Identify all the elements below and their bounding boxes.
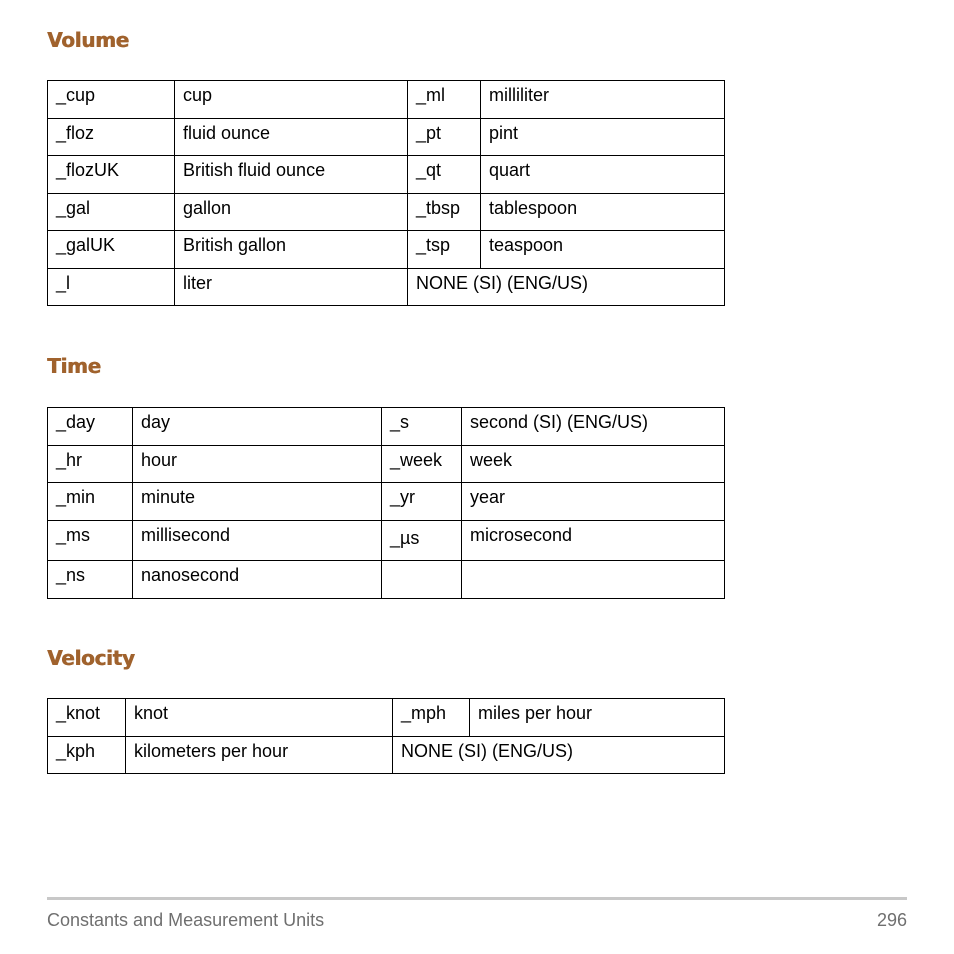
unit-name: British gallon xyxy=(175,231,408,269)
empty-cell xyxy=(462,561,725,599)
footer-divider xyxy=(47,897,907,900)
unit-name: quart xyxy=(481,156,725,194)
table-row xyxy=(48,483,725,521)
unit-name: tablespoon xyxy=(481,194,725,231)
unit-symbol: _ns xyxy=(48,561,133,599)
unit-symbol: _min xyxy=(48,483,133,521)
table-row xyxy=(48,81,725,119)
unit-name: minute xyxy=(133,483,382,521)
unit-symbol: _tbsp xyxy=(408,194,481,231)
unit-symbol: _floz xyxy=(48,119,175,156)
unit-symbol: _ml xyxy=(408,81,481,119)
default-unit-note: NONE (SI) (ENG/US) xyxy=(408,269,725,306)
unit-symbol: _hr xyxy=(48,446,133,483)
unit-symbol: _ms xyxy=(48,521,133,561)
unit-symbol: _µs xyxy=(382,521,462,561)
unit-name: gallon xyxy=(175,194,408,231)
unit-symbol: _day xyxy=(48,408,133,446)
table-row xyxy=(48,119,725,156)
velocity-heading: Velocity xyxy=(47,646,135,670)
unit-symbol: _cup xyxy=(48,81,175,119)
unit-name: teaspoon xyxy=(481,231,725,269)
table-row xyxy=(48,156,725,194)
time-heading: Time xyxy=(47,354,101,378)
unit-symbol: _s xyxy=(382,408,462,446)
unit-symbol: _kph xyxy=(48,737,126,774)
unit-symbol: _yr xyxy=(382,483,462,521)
table-row xyxy=(48,737,725,774)
default-unit-note: NONE (SI) (ENG/US) xyxy=(393,737,725,774)
unit-symbol: _week xyxy=(382,446,462,483)
table-row xyxy=(48,446,725,483)
footer-chapter-title: Constants and Measurement Units xyxy=(47,910,325,930)
table-row xyxy=(48,521,725,561)
unit-symbol: _galUK xyxy=(48,231,175,269)
unit-symbol: _knot xyxy=(48,699,126,737)
table-row xyxy=(48,699,725,737)
unit-name: pint xyxy=(481,119,725,156)
empty-cell xyxy=(382,561,462,599)
unit-symbol: _qt xyxy=(408,156,481,194)
unit-name: hour xyxy=(133,446,382,483)
unit-name: British fluid ounce xyxy=(175,156,408,194)
unit-name: microsecond xyxy=(462,521,725,561)
unit-symbol: _pt xyxy=(408,119,481,156)
unit-symbol: _tsp xyxy=(408,231,481,269)
table-row xyxy=(48,561,725,599)
unit-name: milliliter xyxy=(481,81,725,119)
unit-symbol: _l xyxy=(48,269,175,306)
table-row xyxy=(48,194,725,231)
unit-name: week xyxy=(462,446,725,483)
unit-name: day xyxy=(133,408,382,446)
unit-name: year xyxy=(462,483,725,521)
velocity-table xyxy=(47,698,725,774)
unit-name: liter xyxy=(175,269,408,306)
unit-name: miles per hour xyxy=(470,699,725,737)
table-row xyxy=(48,408,725,446)
unit-name: kilometers per hour xyxy=(126,737,393,774)
time-table xyxy=(47,407,725,599)
unit-name: second (SI) (ENG/US) xyxy=(462,408,725,446)
unit-symbol: _gal xyxy=(48,194,175,231)
table-row xyxy=(48,231,725,269)
volume-table xyxy=(47,80,725,306)
volume-heading: Volume xyxy=(47,28,129,52)
table-row xyxy=(48,269,725,306)
unit-name: millisecond xyxy=(133,521,382,561)
unit-name: knot xyxy=(126,699,393,737)
page-number: 296 xyxy=(876,910,907,930)
unit-name: cup xyxy=(175,81,408,119)
unit-name: nanosecond xyxy=(133,561,382,599)
unit-name: fluid ounce xyxy=(175,119,408,156)
unit-symbol: _mph xyxy=(393,699,470,737)
unit-symbol: _flozUK xyxy=(48,156,175,194)
